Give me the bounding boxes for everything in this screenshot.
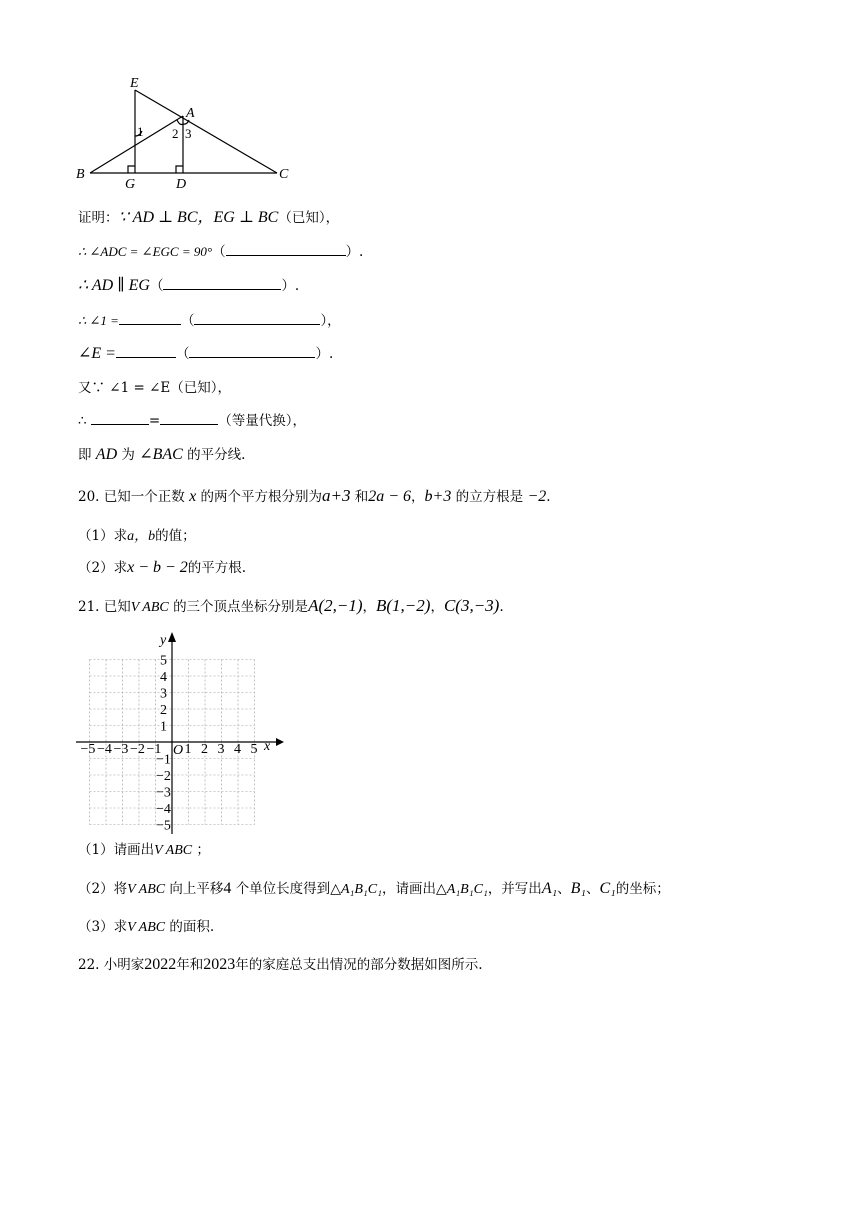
origin-label: O bbox=[173, 743, 184, 758]
q20-part-1: （1）求a，b的值； bbox=[78, 528, 196, 544]
x-tick-label: 5 bbox=[250, 742, 258, 757]
y-tick-label: −3 bbox=[156, 785, 171, 801]
q20-stem: 20. 已知一个正数 x 的两个平方根分别为a+3 和2a − 6，b+3 的立方根是 −2. bbox=[78, 486, 551, 505]
label-e: E bbox=[130, 76, 139, 91]
x-axis-arrow bbox=[276, 738, 284, 746]
label-d: D bbox=[176, 177, 187, 190]
proof-line-4: ∴ ∠1 = （ ）， bbox=[78, 313, 341, 329]
y-axis-label: y bbox=[160, 633, 167, 648]
y-tick-label: −1 bbox=[156, 752, 171, 768]
y-axis-arrow bbox=[168, 632, 176, 642]
x-tick-label: 3 bbox=[217, 742, 225, 757]
right-angle-g bbox=[128, 166, 135, 173]
y-tick-label: −4 bbox=[156, 802, 171, 817]
label-b: B bbox=[76, 167, 85, 182]
x-tick-label: −2 bbox=[130, 742, 145, 757]
x-tick-label: 1 bbox=[184, 742, 192, 757]
blank-reason-1[interactable] bbox=[226, 243, 346, 256]
x-axis-label: x bbox=[264, 739, 271, 754]
segment-ec bbox=[135, 90, 277, 173]
y-tick-label: −2 bbox=[156, 769, 171, 784]
proof-line-3: ∴ AD ∥ EG（ ）. bbox=[78, 277, 300, 294]
x-tick-label: −3 bbox=[113, 742, 129, 757]
blank-equal-left[interactable] bbox=[91, 412, 149, 425]
proof-line-8: 即 AD 为 ∠BAC 的平分线. bbox=[78, 446, 246, 463]
proof-line-1: 证明：∵ AD ⊥ BC，EG ⊥ BC（已知）， bbox=[78, 209, 340, 226]
y-tick-label: −5 bbox=[156, 818, 171, 834]
blank-equal-right[interactable] bbox=[160, 412, 218, 425]
blank-reason-3[interactable] bbox=[194, 312, 320, 325]
label-g: G bbox=[125, 177, 136, 190]
blank-reason-2[interactable] bbox=[163, 277, 281, 290]
y-tick-label: 1 bbox=[160, 719, 167, 735]
coordinate-grid[interactable] bbox=[76, 630, 286, 836]
q21-part-1: （1）请画出V ABC ； bbox=[78, 842, 210, 858]
x-tick-label: 2 bbox=[201, 742, 208, 757]
right-angle-d bbox=[176, 166, 183, 173]
proof-line-6: 又∵ ∠1 = ∠E（已知）， bbox=[78, 380, 232, 396]
x-tick-label: −5 bbox=[80, 742, 96, 757]
blank-reason-4[interactable] bbox=[189, 345, 315, 358]
q21-part-2: （2）将V ABC 向上平移4 个单位长度得到△A₁B₁C₁，请画出△A₁B₁C₁，并写出A₁、B₁、C₁的坐标； bbox=[78, 880, 670, 897]
blank-angle-1[interactable] bbox=[119, 312, 181, 325]
x-tick-label: −1 bbox=[146, 742, 162, 757]
y-tick-label: 5 bbox=[160, 653, 167, 669]
proof-line-2: ∴ ∠ADC = ∠EGC = 90°（ ）. bbox=[78, 244, 364, 260]
angle-2-arc bbox=[177, 120, 183, 125]
q21-stem: 21. 已知V ABC 的三个顶点坐标分别是A(2,−1)，B(1,−2)，C(3,−3). bbox=[78, 596, 504, 615]
q21-part-3: （3）求V ABC 的面积. bbox=[78, 919, 215, 935]
blank-angle-e[interactable] bbox=[116, 345, 176, 358]
label-angle-2: 2 bbox=[172, 126, 179, 141]
label-a: A bbox=[186, 106, 195, 121]
x-tick-label: 4 bbox=[234, 742, 241, 757]
x-tick-label: −4 bbox=[97, 742, 112, 757]
label-angle-3: 3 bbox=[185, 126, 192, 141]
proof-line-5: ∠E = （ ）. bbox=[78, 345, 334, 362]
label-c: C bbox=[279, 167, 289, 182]
q20-part-2: （2）求x − b − 2的平方根. bbox=[78, 559, 247, 576]
label-angle-1: 1 bbox=[137, 124, 144, 139]
triangle-figure bbox=[72, 70, 302, 190]
proof-line-7: ∴ = （等量代换）， bbox=[78, 413, 306, 429]
y-tick-label: 3 bbox=[160, 686, 167, 702]
q22-stem: 22. 小明家2022年和2023年的家庭总支出情况的部分数据如图所示. bbox=[78, 956, 483, 973]
y-tick-label: 2 bbox=[160, 703, 167, 718]
y-tick-label: 4 bbox=[160, 670, 167, 685]
